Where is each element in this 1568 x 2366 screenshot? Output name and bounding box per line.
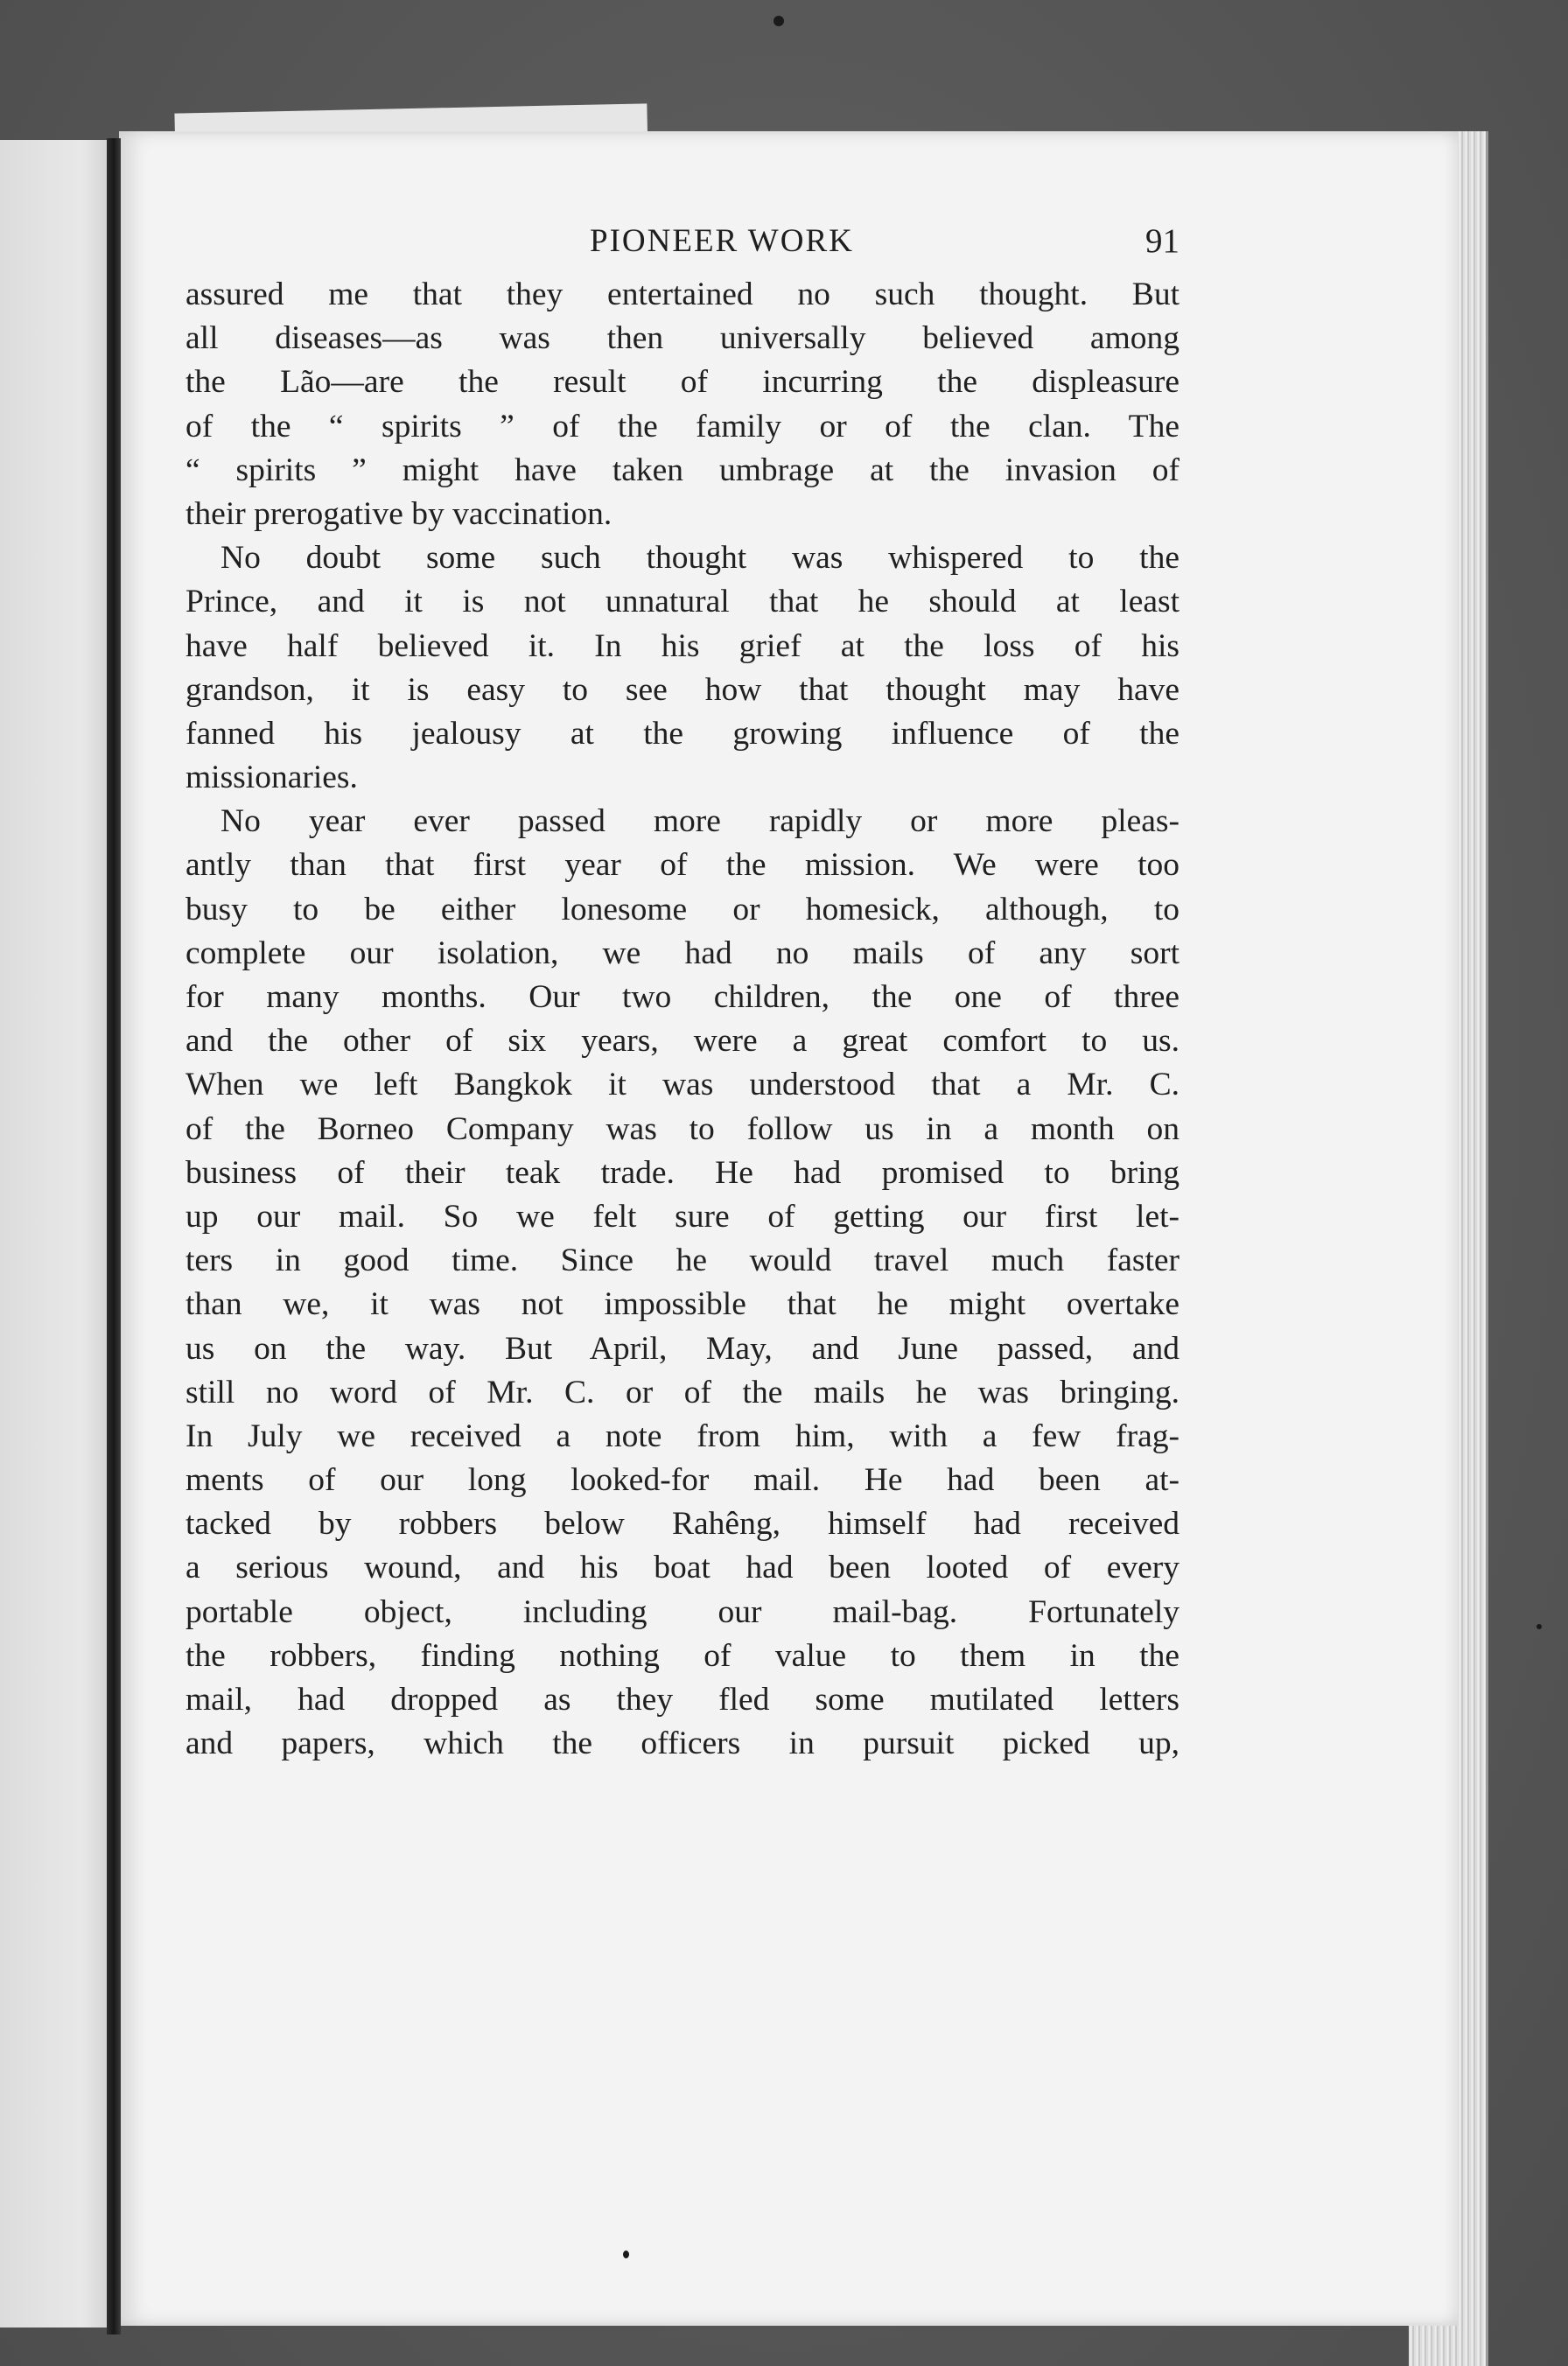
book-gutter [107, 138, 121, 2334]
text-line: have half believed it. In his grief at the loss of his [186, 627, 1180, 664]
running-head: PIONEER WORK [590, 223, 854, 259]
text-line: ters in good time. Since he would travel much faster [186, 1242, 1180, 1279]
text-line: antly than that first year of the mission. We were too [186, 847, 1180, 884]
text-line: the Lão—are the result of incurring the displeasure [186, 364, 1180, 401]
body-text [186, 273, 1180, 1766]
text-line: fanned his jealousy at the growing influence of the [186, 715, 1180, 752]
facing-page-edge [0, 140, 116, 2328]
text-line: us on the way. But April, May, and June passed, and [186, 1330, 1180, 1367]
page-number: 91 [1145, 222, 1180, 260]
text-line: “ spirits ” might have taken umbrage at the invasion of [186, 452, 1180, 488]
text-line: mail, had dropped as they fled some mutilated letters [186, 1682, 1180, 1718]
text-line: In July we received a note from him, with a few frag- [186, 1418, 1180, 1454]
text-line: up our mail. So we felt sure of getting our first let- [186, 1198, 1180, 1235]
text-line: of the Borneo Company was to follow us in a month on [186, 1110, 1180, 1147]
text-line: missionaries. [186, 760, 358, 796]
text-line: a serious wound, and his boat had been looted of every [186, 1550, 1180, 1586]
text-line: ments of our long looked-for mail. He had been at- [186, 1462, 1180, 1499]
text-line: all diseases—as was then universally believed among [186, 320, 1180, 357]
dust-speck [623, 2250, 629, 2258]
text-line: grandson, it is easy to see how that thought may have [186, 671, 1180, 708]
text-line: portable object, including our mail-bag. Fortunately [186, 1593, 1180, 1630]
text-line: assured me that they entertained no such thought. But [186, 276, 1180, 312]
text-line: tacked by robbers below Rahêng, himself had received [186, 1506, 1180, 1543]
page-header [186, 214, 1180, 266]
dust-speck [774, 16, 784, 26]
text-line: and papers, which the officers in pursuit picked up, [186, 1726, 1180, 1762]
text-line: complete our isolation, we had no mails of any sort [186, 934, 1180, 971]
text-line: business of their teak trade. He had promised to bring [186, 1154, 1180, 1191]
text-line: When we left Bangkok it was understood that a Mr. C. [186, 1067, 1180, 1103]
text-line: for many months. Our two children, the one of three [186, 979, 1180, 1015]
text-line: their prerogative by vaccination. [186, 495, 612, 532]
text-line: the robbers, finding nothing of value to them in the [186, 1637, 1180, 1674]
text-line: No year ever passed more rapidly or more pleas- [220, 803, 1180, 840]
text-line: of the “ spirits ” of the family or of the clan. The [186, 408, 1180, 444]
text-line: busy to be either lonesome or homesick, although, to [186, 891, 1180, 928]
text-line: than we, it was not impossible that he might overtake [186, 1286, 1180, 1323]
text-line: No doubt some such thought was whispered to the [220, 540, 1180, 577]
text-line: still no word of Mr. C. or of the mails he was bringing. [186, 1374, 1180, 1410]
text-line: Prince, and it is not unnatural that he should at least [186, 584, 1180, 620]
text-line: and the other of six years, were a great comfort to us. [186, 1023, 1180, 1060]
dust-speck [1536, 1624, 1542, 1629]
